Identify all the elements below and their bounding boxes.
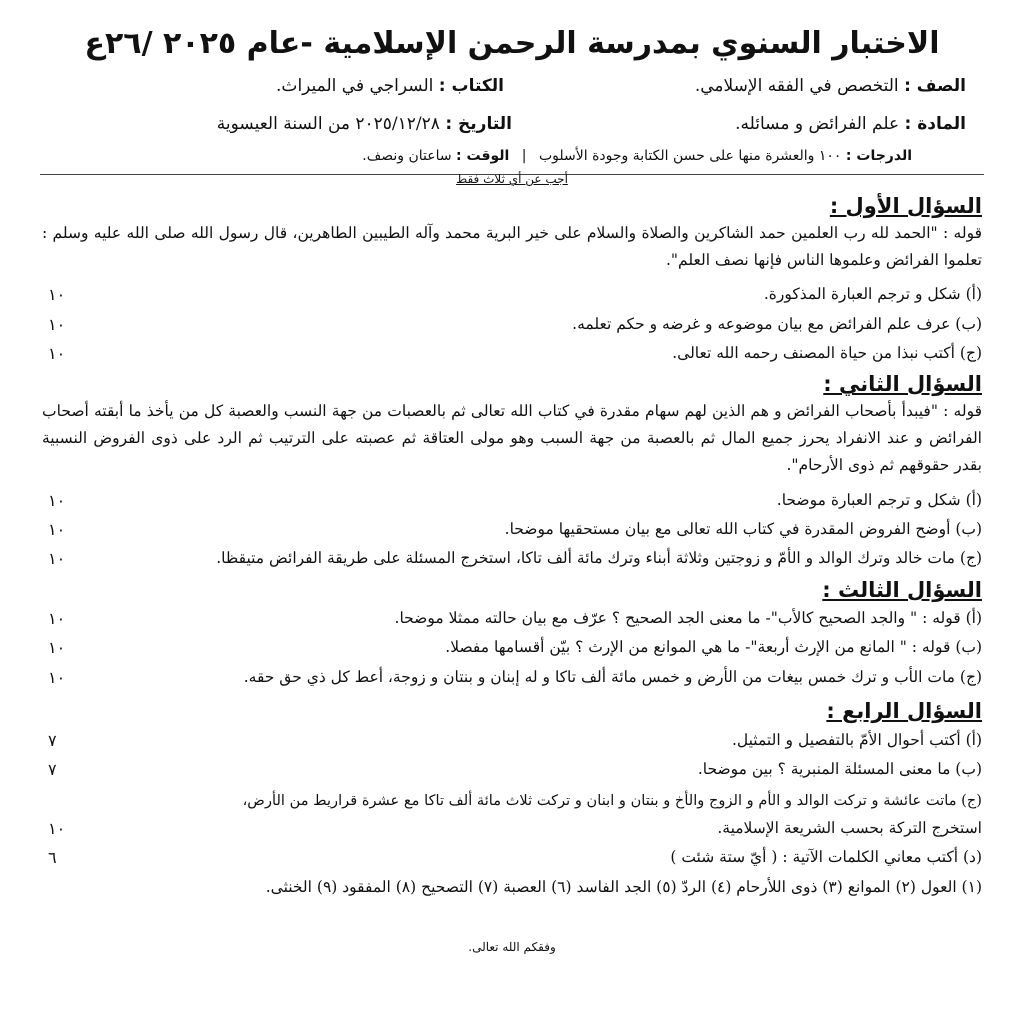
- separator: |: [521, 148, 527, 164]
- q1-text: قوله : "الحمد لله رب العلمين حمد الشاكرين والصلاة والسلام على خير البرية محمد وآله الطيبين الطاهرين، قال رسول الله صلى الله عليه وسلم : تعلموا الفرائض وعلموها الناس فإنها نصف العلم".: [42, 224, 982, 269]
- q4-score-c: ١٠: [48, 819, 66, 838]
- q3-score-c: ١٠: [48, 668, 66, 687]
- q2-heading: السؤال الثاني :: [823, 372, 982, 396]
- book-label: الكتاب :: [438, 76, 504, 96]
- q4-item-a: (أ) أكتب أحوال الأمّ بالتفصيل و التمثيل.: [731, 731, 982, 749]
- answer-instruction: أجب عن أي ثلاث فقط: [456, 172, 568, 186]
- time-value: ساعتان ونصف.: [362, 148, 452, 164]
- q1-item-a: (أ) شكل و ترجم العبارة المذكورة.: [763, 285, 982, 303]
- q4-item-c-line1: (ج) ماتت عائشة و تركت الوالد و الأم و الزوج والأخ و بنتان و ابنان و تركت ثلاث مائة ألف تاكا مع عشرة قراريط من الأرض،: [242, 792, 982, 809]
- date-value: ٢٠٢٥/١٢/٢٨ من السنة العيسوية: [216, 114, 440, 134]
- q2-score-a: ١٠: [48, 491, 66, 510]
- class-label: الصف :: [904, 76, 966, 96]
- q1-item-b: (ب) عرف علم الفرائض مع بيان موضوعه و غرضه و حكم تعلمه.: [572, 315, 982, 333]
- time-label: الوقت :: [456, 148, 510, 164]
- grades-time-info: [362, 144, 912, 168]
- grades-value: ١٠٠ والعشرة منها على حسن الكتابة وجودة الأسلوب: [538, 148, 842, 164]
- closing-blessing: وفقكم الله تعالى.: [468, 940, 556, 954]
- q4-item-c-line2: استخرج التركة بحسب الشريعة الإسلامية.: [717, 819, 982, 837]
- subject-label: المادة :: [904, 114, 966, 134]
- book-info: [276, 72, 504, 100]
- q1-score-b: ١٠: [48, 315, 66, 334]
- q4-item-b: (ب) ما معنى المسئلة المنبرية ؟ بين موضحا.: [697, 760, 982, 778]
- grades-label: الدرجات :: [845, 148, 912, 164]
- q4-score-d: ٦: [48, 848, 57, 867]
- q4-score-a: ٧: [48, 731, 57, 750]
- q3-item-c: (ج) مات الأب و ترك خمس بيغات من الأرض و خمس مائة ألف تاكا و له إبنان و بنتان و زوجة، أعط كل ذي حق حقه.: [243, 668, 982, 686]
- q1-score-c: ١٠: [48, 344, 66, 363]
- q3-item-a: (أ) قوله : " والجد الصحيح كالأب"- ما معنى الجد الصحيح ؟ عرّف مع بيان حالته ممثلا موضحا.: [394, 609, 982, 627]
- q1-item-c: (ج) أكتب نبذا من حياة المصنف رحمه الله تعالى.: [672, 344, 982, 362]
- subject-info: [735, 110, 966, 138]
- q3-item-b: (ب) قوله : " المانع من الإرث أربعة"- ما هي الموانع من الإرث ؟ بيّن أقسامها مفصلا.: [445, 638, 982, 656]
- class-value: التخصص في الفقه الإسلامي.: [694, 76, 899, 96]
- q3-heading: السؤال الثالث :: [822, 578, 982, 602]
- q3-score-b: ١٠: [48, 638, 66, 657]
- subject-value: علم الفرائض و مسائله.: [735, 114, 900, 134]
- date-info: [217, 110, 512, 138]
- book-value: السراجي في الميراث.: [276, 76, 434, 96]
- q4-heading: السؤال الرابع :: [826, 699, 982, 723]
- q4-item-d: (د) أكتب معاني الكلمات الآتية : ( أيّ ستة شئت ): [670, 848, 982, 866]
- q3-score-a: ١٠: [48, 609, 66, 628]
- exam-title: الاختبار السنوي بمدرسة الرحمن الإسلامية -عام ٢٠٢٥ /٢٦ع: [84, 26, 940, 61]
- q1-score-a: ١٠: [48, 285, 66, 304]
- q4-score-b: ٧: [48, 760, 57, 779]
- date-label: التاريخ :: [445, 114, 512, 134]
- q2-item-c: (ج) مات خالد وترك الوالد و الأمّ و زوجتين وثلاثة أبناء وترك مائة ألف تاكا، استخرج المسئلة على طريقة الفرائض متيقظا.: [216, 549, 982, 567]
- q2-score-c: ١٠: [48, 549, 66, 568]
- q4-terms-list: (١) العول (٢) الموانع (٣) ذوى اللأرحام (٤) الردّ (٥) الجد الفاسد (٦) العصبة (٧) التصحيح (٨) المفقود (٩) الخنثى.: [265, 878, 982, 896]
- q2-item-a: (أ) شكل و ترجم العبارة موضحا.: [776, 491, 982, 509]
- class-info: [695, 72, 966, 100]
- q2-score-b: ١٠: [48, 520, 66, 539]
- q2-item-b: (ب) أوضح الفروض المقدرة في كتاب الله تعالى مع بيان مستحقيها موضحا.: [504, 520, 982, 538]
- q1-heading: السؤال الأول :: [829, 194, 982, 218]
- q2-text: قوله : "فيبدأ بأصحاب الفرائض و هم الذين لهم سهام مقدرة في كتاب الله تعالى ثم بالعصبات من جهة النسب والعصبة كل من يأخذ ما أبقته أصحاب الفرائض و عند الانفراد يحرز جميع المال ثم بالعصبة من جهة السبب وهو مولى العتاقة ثم عصبته على الترتيب ثم الرد على ذوى الفروض النسبية بقدر حقوقهم ثم ذوى الأرحام".: [42, 402, 982, 474]
